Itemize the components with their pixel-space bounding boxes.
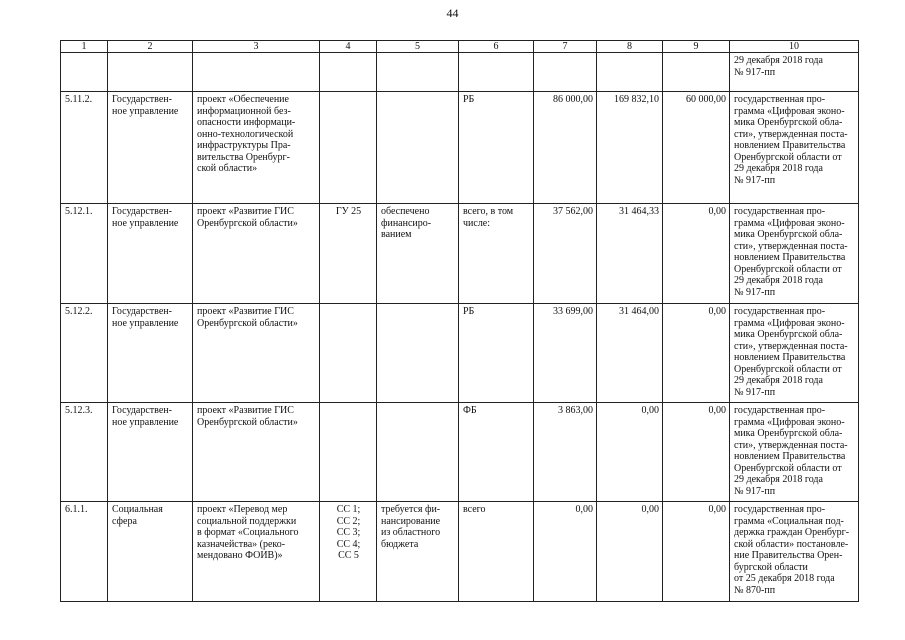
- column-header: 3: [193, 41, 320, 53]
- table-row: [61, 304, 859, 403]
- cell-value-1: 0,00: [534, 502, 597, 602]
- cell-sphere: Государствен- ное управление: [108, 304, 193, 403]
- cell-status: [377, 53, 459, 92]
- cell-item-number: 5.11.2.: [61, 92, 108, 204]
- cell-value-3: 0,00: [663, 403, 730, 502]
- cell-code: ГУ 25: [320, 204, 377, 304]
- cell-program: государственная про- грамма «Цифровая эконо- мика Оренбургской обла- сти», утвержденная поста- новлением Правительства Оренбургской области от 29 декабря 2018 года № 917-пп: [730, 204, 859, 304]
- cell-code: СС 1; СС 2; СС 3; СС 4; СС 5: [320, 502, 377, 602]
- cell-source: всего: [459, 502, 534, 602]
- cell-value-2: 31 464,00: [597, 304, 663, 403]
- cell-value-2: 31 464,33: [597, 204, 663, 304]
- header-row: [61, 41, 859, 53]
- cell-status: обеспечено финансиро- ванием: [377, 204, 459, 304]
- cell-code: [320, 403, 377, 502]
- cell-item-number: 5.12.2.: [61, 304, 108, 403]
- cell-item-number: 6.1.1.: [61, 502, 108, 602]
- table-row: [61, 92, 859, 204]
- document-table: [60, 40, 859, 602]
- cell-value-1: 3 863,00: [534, 403, 597, 502]
- cell-program: государственная про- грамма «Цифровая эконо- мика Оренбургской обла- сти», утвержденная поста- новлением Правительства Оренбургской области от 29 декабря 2018 года № 917-пп: [730, 304, 859, 403]
- cell-project: проект «Развитие ГИС Оренбургской области»: [193, 204, 320, 304]
- cell-status: [377, 403, 459, 502]
- column-header: 1: [61, 41, 108, 53]
- cell-code: [320, 304, 377, 403]
- cell-sphere: Государствен- ное управление: [108, 403, 193, 502]
- cell-item-number: [61, 53, 108, 92]
- column-header: 6: [459, 41, 534, 53]
- cell-code: [320, 92, 377, 204]
- cell-value-3: [663, 53, 730, 92]
- column-header: 7: [534, 41, 597, 53]
- cell-source: РБ: [459, 304, 534, 403]
- column-header: 5: [377, 41, 459, 53]
- column-header: 4: [320, 41, 377, 53]
- column-header: 8: [597, 41, 663, 53]
- cell-program: государственная про- грамма «Цифровая эконо- мика Оренбургской обла- сти», утвержденная поста- новлением Правительства Оренбургской области от 29 декабря 2018 года № 917-пп: [730, 92, 859, 204]
- cell-status: [377, 92, 459, 204]
- cell-value-1: [534, 53, 597, 92]
- cell-value-3: 0,00: [663, 502, 730, 602]
- cell-status: [377, 304, 459, 403]
- cell-code: [320, 53, 377, 92]
- cell-source: РБ: [459, 92, 534, 204]
- table-row: [61, 53, 859, 92]
- column-header: 2: [108, 41, 193, 53]
- cell-sphere: Социальная сфера: [108, 502, 193, 602]
- page-number: 44: [446, 6, 459, 20]
- cell-project: проект «Обеспечение информационной без- опасности информаци- онно-технологической инфраструктуры Пра- вительства Оренбург- ской области»: [193, 92, 320, 204]
- cell-item-number: 5.12.3.: [61, 403, 108, 502]
- cell-project: проект «Перевод мер социальной поддержки в формат «Социального казначейства» (реко- мендовано ФОИВ)»: [193, 502, 320, 602]
- cell-sphere: [108, 53, 193, 92]
- cell-item-number: 5.12.1.: [61, 204, 108, 304]
- cell-value-2: 0,00: [597, 403, 663, 502]
- cell-project: проект «Развитие ГИС Оренбургской области»: [193, 304, 320, 403]
- cell-source: ФБ: [459, 403, 534, 502]
- cell-program: государственная про- грамма «Цифровая эконо- мика Оренбургской обла- сти», утвержденная поста- новлением Правительства Оренбургской области от 29 декабря 2018 года № 917-пп: [730, 403, 859, 502]
- table-row: [61, 502, 859, 602]
- cell-sphere: Государствен- ное управление: [108, 92, 193, 204]
- cell-value-2: 0,00: [597, 502, 663, 602]
- cell-project: [193, 53, 320, 92]
- cell-status: требуется фи- нансирование из областного бюджета: [377, 502, 459, 602]
- cell-value-3: 0,00: [663, 304, 730, 403]
- cell-value-3: 60 000,00: [663, 92, 730, 204]
- cell-program: 29 декабря 2018 года № 917-пп: [730, 53, 859, 92]
- table-row: [61, 403, 859, 502]
- cell-source: всего, в том числе:: [459, 204, 534, 304]
- table-row: [61, 204, 859, 304]
- cell-source: [459, 53, 534, 92]
- cell-value-2: [597, 53, 663, 92]
- column-header: 9: [663, 41, 730, 53]
- cell-value-1: 86 000,00: [534, 92, 597, 204]
- cell-program: государственная про- грамма «Социальная под- держка граждан Оренбург- ской области» постановле- ние Правительства Орен- бургской области от 25 декабря 2018 года № 870-пп: [730, 502, 859, 602]
- cell-project: проект «Развитие ГИС Оренбургской области»: [193, 403, 320, 502]
- cell-value-2: 169 832,10: [597, 92, 663, 204]
- cell-value-1: 33 699,00: [534, 304, 597, 403]
- cell-value-3: 0,00: [663, 204, 730, 304]
- cell-value-1: 37 562,00: [534, 204, 597, 304]
- column-header: 10: [730, 41, 859, 53]
- cell-sphere: Государствен- ное управление: [108, 204, 193, 304]
